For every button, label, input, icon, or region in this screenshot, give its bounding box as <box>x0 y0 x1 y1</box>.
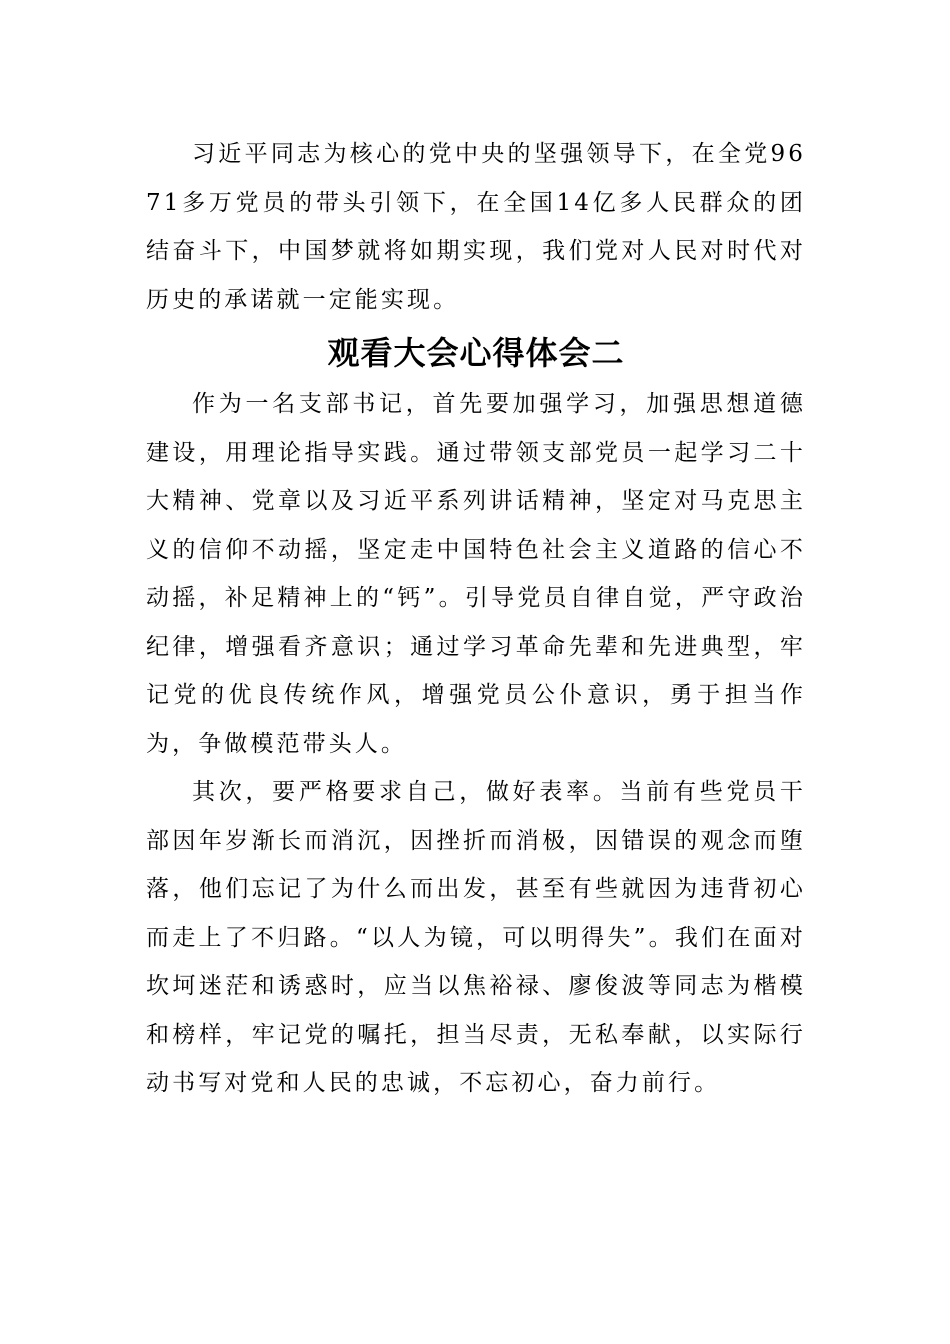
paragraph-1: 作为一名支部书记，首先要加强学习，加强思想道德建设，用理论指导实践。通过带领支部党员一起学习二十大精神、党章以及习近平系列讲话精神，坚定对马克思主义的信仰不动摇，坚定走中国特色社会主义道路的信心不动摇，补足精神上的“钙”。引导党员自律自觉，严守政治纪律，增强看齐意识；通过学习革命先辈和先进典型，牢记党的优良传统作风，增强党员公仆意识，勇于担当作为，争做模范带头人。 <box>146 391 806 757</box>
paragraph-continued: 习近平同志为核心的党中央的坚强领导下，在全党9671多万党员的带头引领下，在全国14亿多人民群众的团结奋斗下，中国梦就将如期实现，我们党对人民对时代对历史的承诺就一定能实现。 <box>146 141 806 313</box>
document-body <box>146 130 806 1108</box>
section-heading: 观看大会心得体会二 <box>327 334 625 372</box>
paragraph-2: 其次，要严格要求自己，做好表率。当前有些党员干部因年岁渐长而消沉，因挫折而消极，因错误的观念而堕落，他们忘记了为什么而出发，甚至有些就因为违背初心而走上了不归路。“以人为镜，可以明得失”。我们在面对坎坷迷茫和诱惑时，应当以焦裕禄、廖俊波等同志为楷模和榜样，牢记党的嘱托，担当尽责，无私奉献，以实际行动书写对党和人民的忠诚，不忘初心，奋力前行。 <box>146 779 806 1096</box>
